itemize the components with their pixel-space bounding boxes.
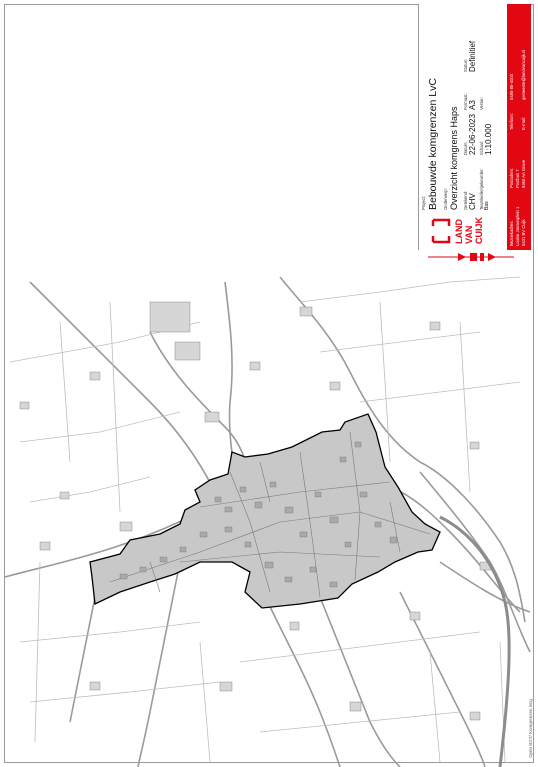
title-block: [418, 4, 531, 250]
postal-line1: Postbus 7: [515, 169, 520, 188]
email-label: E-mail:: [521, 116, 526, 130]
phone-label: Telefoon:: [509, 113, 514, 130]
scale-label: Schaal:: [479, 141, 484, 155]
subject-label: Onderwerp:: [443, 188, 448, 210]
date-label: Datum:: [463, 141, 468, 155]
logo: [429, 216, 499, 246]
logo-text-2: VAN: [464, 225, 474, 244]
address-label: Bezoekadres:: [509, 220, 514, 246]
drawn-value: CHV: [468, 193, 477, 210]
contact-bar: [507, 4, 531, 250]
motorway: [440, 517, 509, 767]
format-label: Formaat:: [463, 93, 468, 110]
map-canvas: [0, 262, 538, 767]
postal-line2: 5360 AA Grave: [521, 159, 526, 188]
drawn-label: Getekend:: [463, 190, 468, 210]
address-line2: 5431 BV Cuijk: [521, 219, 526, 246]
logo-text-3: CUIJK: [474, 216, 484, 244]
version-label: Versie:: [479, 97, 484, 110]
credit-text: Open BGT/ Komgrenzen lvcg: [528, 699, 533, 758]
logo-text-1: LAND: [454, 219, 464, 244]
email-value: gemeente@landvancuijk.nl: [521, 49, 526, 100]
date-value: 22-06-2023: [468, 114, 477, 155]
phone-value: 0485-85-4000: [509, 73, 514, 100]
scale-value: 1:10.000: [484, 123, 493, 155]
address-line1: Louise Jansenplein 1: [515, 206, 520, 246]
project-label: Project:: [421, 195, 426, 210]
credit: [520, 660, 533, 760]
postal-label: Postadres:: [509, 167, 514, 188]
approver-label: Teamleider/gekeurder:: [479, 168, 484, 210]
subject-value: Overzicht komgrens Haps: [449, 106, 459, 210]
status-label: Status:: [463, 58, 468, 72]
approver-value: Bas: [484, 201, 490, 210]
format-value: A3: [468, 100, 477, 110]
scale-indicator: [426, 250, 518, 264]
project-value: Bebouwde komgrenzen LvC: [427, 78, 439, 210]
status-value: Definitief: [468, 40, 477, 72]
town-boundary: [90, 414, 440, 608]
